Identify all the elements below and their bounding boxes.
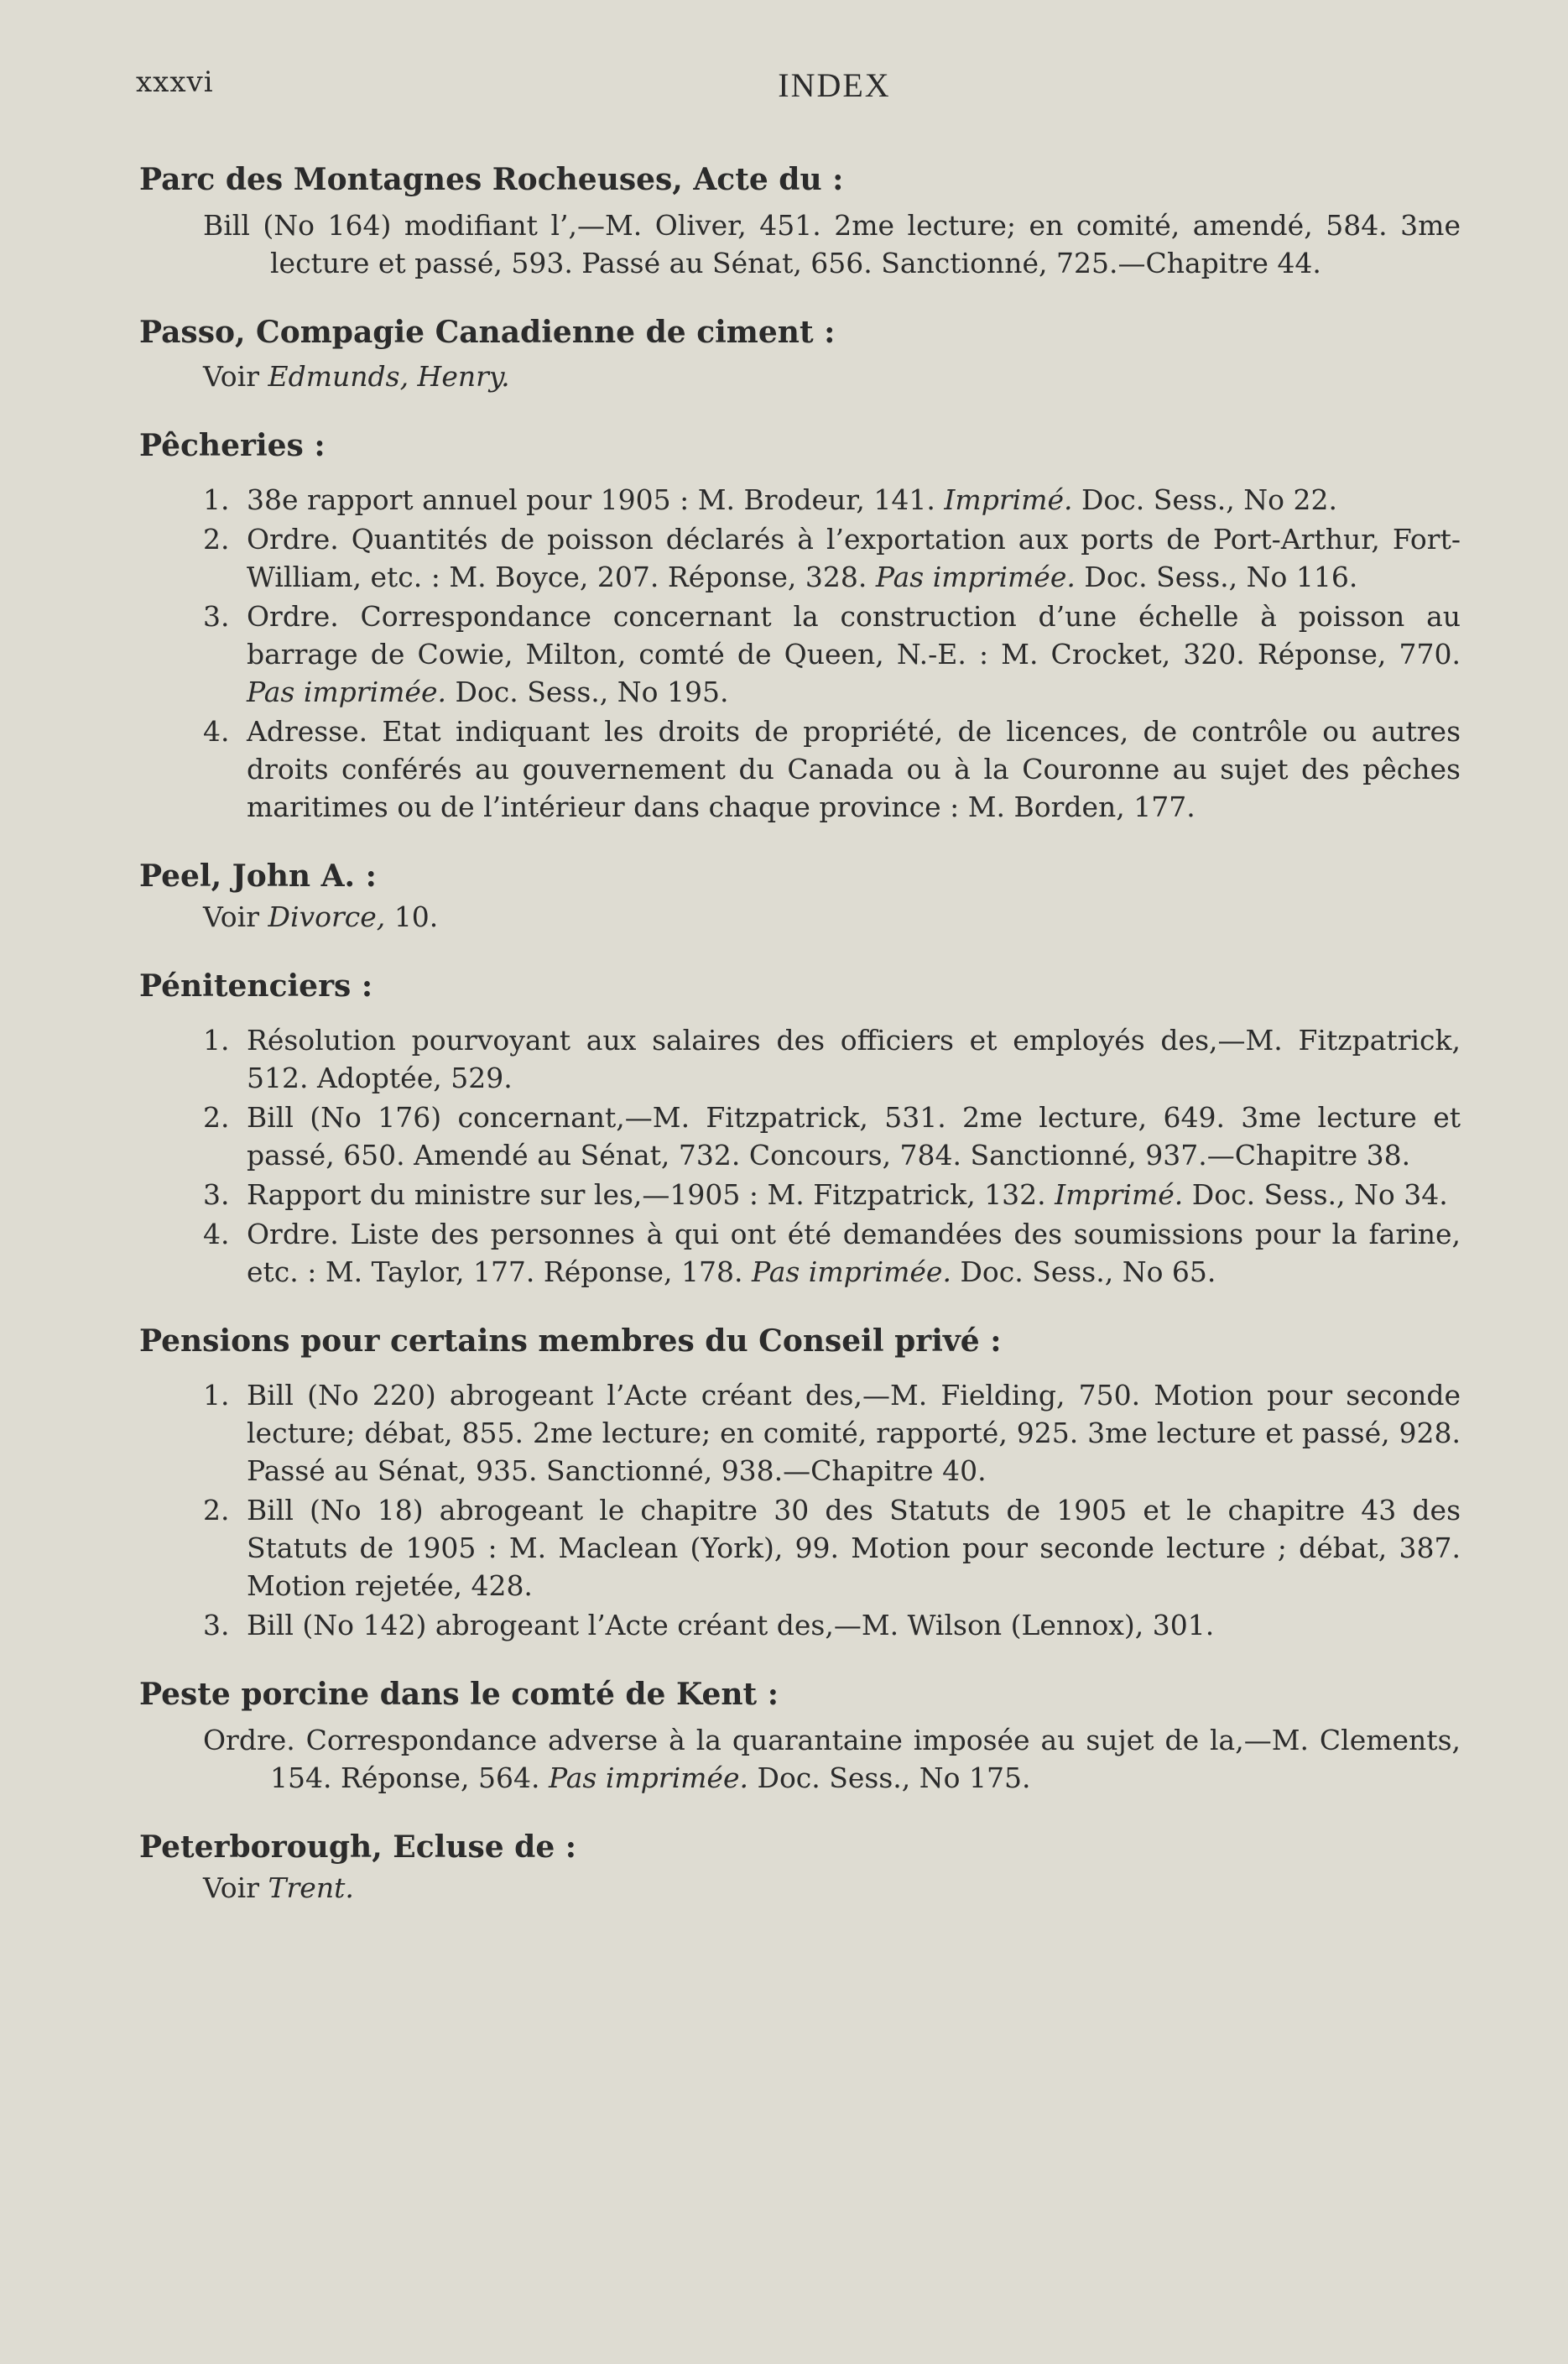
index-entry bbox=[139, 1825, 1461, 1907]
entry-heading: Pêcheries : bbox=[139, 428, 326, 463]
item-text: Rapport du ministre sur les,—1905 : M. Fitzpatrick, 132. Imprimé. Doc. Sess., No 34. bbox=[247, 1178, 1448, 1211]
item-number: 4. bbox=[203, 1218, 230, 1250]
entry-heading: Peste porcine dans le comté de Kent : bbox=[139, 1677, 779, 1712]
item-text: 38e rapport annuel pour 1905 : M. Brodeur, 141. Imprimé. Doc. Sess., No 22. bbox=[247, 483, 1337, 516]
entry-heading: Passo, Compagie Canadienne de ciment : bbox=[139, 315, 836, 350]
index-entry bbox=[139, 964, 1461, 1291]
see-label: Voir bbox=[203, 1871, 259, 1904]
item-number: 1. bbox=[203, 1024, 230, 1057]
see-reference bbox=[203, 1869, 1461, 1907]
see-target: Trent. bbox=[268, 1871, 354, 1904]
item-number: 2. bbox=[203, 1494, 230, 1526]
entry-heading: Parc des Montagnes Rocheuses, Acte du : bbox=[139, 162, 844, 197]
item-number: 1. bbox=[203, 483, 230, 516]
index-content bbox=[139, 158, 1461, 1907]
see-label: Voir bbox=[203, 900, 259, 933]
index-entry bbox=[139, 424, 1461, 826]
entry-heading: Pénitenciers : bbox=[139, 968, 373, 1004]
see-target: Divorce, bbox=[268, 900, 386, 933]
index-entry bbox=[139, 1319, 1461, 1644]
running-title: INDEX bbox=[778, 66, 891, 104]
entry-reference: Bill (No 164) modifiant l’,—M. Oliver, 451. 2me lecture; en comité, amendé, 584. 3me lecture et passé, 593. Passé au Sénat, 656. Sanctionné, 725.—Chapitre 44. bbox=[203, 209, 1461, 279]
item-text: Bill (No 176) concernant,—M. Fitzpatrick, 531. 2me lecture, 649. 3me lecture et passé, 650. Amendé au Sénat, 732. Concours, 784. Sanctionné, 937.—Chapitre 38. bbox=[247, 1101, 1461, 1172]
index-entry bbox=[139, 1673, 1461, 1797]
item-text: Ordre. Quantités de poisson déclarés à l’exportation aux ports de Port-Arthur, Fort-William, etc. : M. Boyce, 207. Réponse, 328. Pas imprimée. Doc. Sess., No 116. bbox=[247, 523, 1461, 593]
index-entry bbox=[139, 158, 1461, 282]
entry-heading: Peel, John A. : bbox=[139, 858, 377, 894]
index-entry bbox=[139, 311, 1461, 395]
see-reference bbox=[203, 898, 1461, 936]
entry-heading: Pensions pour certains membres du Conseil privé : bbox=[139, 1323, 1002, 1359]
item-text: Ordre. Liste des personnes à qui ont été demandées des soumissions pour la farine, etc. : M. Taylor, 177. Réponse, 178. Pas imprimée. Doc. Sess., No 65. bbox=[247, 1218, 1461, 1288]
list-item bbox=[203, 598, 1461, 711]
item-number: 3. bbox=[203, 1609, 230, 1641]
item-number: 2. bbox=[203, 523, 230, 556]
list-item bbox=[203, 1099, 1461, 1174]
item-text: Résolution pourvoyant aux salaires des officiers et employés des,—M. Fitzpatrick, 512. Adoptée, 529. bbox=[247, 1024, 1461, 1094]
list-item bbox=[203, 1021, 1461, 1097]
item-number: 2. bbox=[203, 1101, 230, 1134]
item-number: 1. bbox=[203, 1379, 230, 1412]
item-text: Bill (No 142) abrogeant l’Acte créant des,—M. Wilson (Lennox), 301. bbox=[247, 1609, 1215, 1641]
list-item bbox=[203, 1376, 1461, 1490]
item-text: Adresse. Etat indiquant les droits de propriété, de licences, de contrôle ou autres droits conférés au gouvernement du Canada ou à la Couronne au sujet des pêches maritimes ou de l’intérieur dans chaque province : M. Borden, 177. bbox=[247, 715, 1461, 823]
list-item bbox=[203, 481, 1461, 519]
item-text: Ordre. Correspondance concernant la construction d’une échelle à poisson au barrage de Cowie, Milton, comté de Queen, N.-E. : M. Crocket, 320. Réponse, 770. Pas imprimée. Doc. Sess., No 195. bbox=[247, 600, 1461, 708]
list-item bbox=[203, 1491, 1461, 1605]
list-item bbox=[203, 520, 1461, 596]
see-reference bbox=[203, 357, 1461, 395]
list-item bbox=[203, 1176, 1461, 1213]
index-entry bbox=[139, 854, 1461, 936]
running-head bbox=[136, 65, 1457, 107]
item-number: 3. bbox=[203, 600, 230, 633]
list-item bbox=[203, 1606, 1461, 1644]
item-number: 4. bbox=[203, 715, 230, 748]
list-item bbox=[203, 712, 1461, 826]
page-number: xxxvi bbox=[136, 65, 214, 99]
list-item bbox=[203, 1215, 1461, 1291]
item-text: Bill (No 220) abrogeant l’Acte créant des,—M. Fielding, 750. Motion pour seconde lecture; débat, 855. 2me lecture; en comité, rapporté, 925. 3me lecture et passé, 928. Passé au Sénat, 935. Sanctionné, 938.—Chapitre 40. bbox=[247, 1379, 1461, 1487]
entry-heading: Peterborough, Ecluse de : bbox=[139, 1829, 577, 1865]
see-target: Edmunds, Henry. bbox=[268, 360, 510, 393]
entry-reference: Ordre. Correspondance adverse à la quarantaine imposée au sujet de la,—M. Clements, 154. Réponse, 564. Pas imprimée. Doc. Sess., No 175. bbox=[203, 1724, 1461, 1794]
see-label: Voir bbox=[203, 360, 259, 393]
item-text: Bill (No 18) abrogeant le chapitre 30 des Statuts de 1905 et le chapitre 43 des Statuts de 1905 : M. Maclean (York), 99. Motion pour seconde lecture ; débat, 387. Motion rejetée, 428. bbox=[247, 1494, 1461, 1602]
see-page: 10. bbox=[393, 900, 439, 933]
item-number: 3. bbox=[203, 1178, 230, 1211]
